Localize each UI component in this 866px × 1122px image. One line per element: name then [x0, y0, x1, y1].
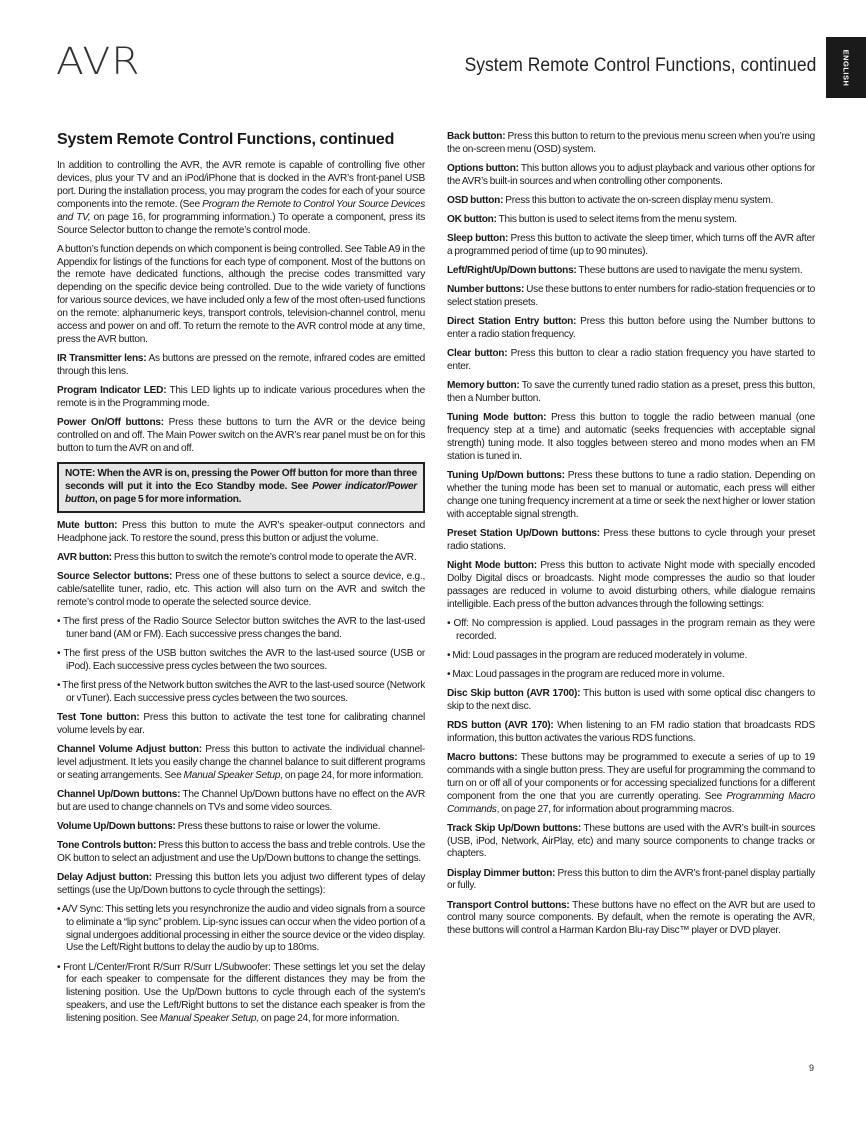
tone-controls-entry: Tone Controls button: Press this button to access the bass and treble controls. Use the OK button to select an adjustment and use the Up/Down buttons to change the settings. — [57, 839, 425, 864]
intro-paragraph: In addition to controlling the AVR, the AVR remote is capable of controlling five other devices, plus your TV and an iPod/iPhone that is docked in the AVR’s front-panel USB port. During the installation process, you may program the codes for each of your source components into the remote. (See Program the Remote to Control Your Source Devices and TV, on page 16, for programming information.) To operate a component, press its Source Selector button to change the remote’s control mode. — [57, 160, 425, 236]
left-column — [57, 131, 425, 1032]
transport-control-entry: Transport Control buttons: These buttons have no effect on the AVR but are used to control many source components. By default, when the remote is operating the AVR, these buttons will control a Harman Kardon Blu-ray Disc™ player or DVD player. — [447, 899, 815, 937]
program-led-entry: Program Indicator LED: This LED lights up to indicate various procedures when the remote is in the Programming mode. — [57, 385, 425, 409]
tuning-updown-entry: Tuning Up/Down buttons: Press these buttons to tune a radio station. Depending on whether the tuning mode has been set to manual or automatic, each press will either change one tuning frequency increment at a time or seek the next higher or lower station with acceptable signal strength. — [447, 470, 815, 520]
language-tab — [826, 37, 866, 98]
delay-adjust-entry: Delay Adjust button: Pressing this button lets you adjust two different types of delay settings (use the Up/Down buttons to cycle through the settings): — [57, 871, 425, 896]
section-title: System Remote Control Functions, continued — [57, 131, 395, 148]
list-item: • The first press of the Radio Source Selector button switches the AVR to the last-used tuner band (AM or FM). Each successive press changes the band. — [57, 615, 425, 640]
memory-button-entry: Memory button: To save the currently tuned radio station as a preset, press this button, then a Number button. — [447, 380, 815, 405]
night-mode-entry: Night Mode button: Press this button to activate Night mode with specially encoded Dolby Digital discs or broadcasts. Night mode compresses the audio so that louder passages are reduced in volume to avoid disturbing others, while dialogue remains intelligible. Each press of the button advances through the following settings: — [447, 559, 815, 610]
test-tone-entry: Test Tone button: Press this button to activate the test tone for calibrating channel volume levels by ear. — [57, 711, 425, 736]
intro-paragraph: A button’s function depends on which component is being controlled. See Table A9 in the Appendix for listings of the functions for each type of component. Most of the buttons on the remote have dedicated functions, although the precise codes transmitted vary depending on the specific device being controlled. Due to the wide variety of functions for various source devices, we have included only a few of the most often-used functions on the remote: alphanumeric keys, transport controls, television-channel control, menu access and power on and off. To return the remote to the AVR control mode at any time, press the AVR button. — [57, 243, 425, 345]
list-item: • Front L/Center/Front R/Surr R/Surr L/Subwoofer: These settings let you set the delay for each speaker to compensate for the different distances they may be from the listening position. Use the Up/Down buttons to cycle through each of the system’s speakers, and use the Left/Right buttons to set the distance each speaker is from the listening position. See Manual Speaker Setup, on page 24, for more information. — [57, 961, 425, 1025]
list-item: • The first press of the Network button switches the AVR to the last-used source (Network or vTuner). Each successive press cycles between the two sources. — [57, 679, 425, 704]
list-item: • Max: Loud passages in the program are reduced more in volume. — [447, 668, 725, 680]
list-item: • The first press of the USB button switches the AVR to the last-used source (USB or iPod). Each successive press cycles between the two sources. — [57, 647, 425, 672]
back-button-entry: Back button: Press this button to return to the previous menu screen when you’re using the on-screen menu (OSD) system. — [447, 131, 816, 155]
display-dimmer-entry: Display Dimmer button: Press this button to dim the AVR’s front-panel display partially or fully. — [447, 867, 815, 892]
power-buttons-entry: Power On/Off buttons: Press these buttons to turn the AVR or the device being controlled on and off. The Main Power switch on the AVR’s rear panel must be on for this button to turn the AVR on and off. — [57, 417, 426, 454]
channel-volume-entry: Channel Volume Adjust button: Press this button to activate the individual channel-level adjustment. It lets you easily change the channel balance to suit different programs or seating arrangements. See Manual Speaker Setup, on page 24, for more information. — [57, 743, 426, 781]
channel-updown-entry: Channel Up/Down buttons: The Channel Up/Down buttons have no effect on the AVR but are used to change channels on TVs and some video sources. — [57, 788, 425, 813]
list-item: • A/V Sync: This setting lets you resynchronize the audio and video signals from a source to eliminate a “lip sync” problem. Lip-sync issues can occur when the video portion of a signal undergoes additional processing in either the source device or the video display. Use the Left/Right buttons to delay the audio by up to 180ms. — [57, 903, 425, 954]
ok-button-entry: OK button: This button is used to select items from the menu system. — [447, 214, 737, 226]
page-number: 9 — [809, 1063, 815, 1073]
rds-button-entry: RDS button (AVR 170): When listening to an FM radio station that broadcasts RDS information, this button activates the various RDS functions. — [447, 719, 815, 744]
nav-buttons-entry: Left/Right/Up/Down buttons: These buttons are used to navigate the menu system. — [447, 265, 803, 277]
cross-reference: Program the Remote to Control Your Source Devices and TV, — [57, 198, 425, 223]
macro-buttons-entry: Macro buttons: These buttons may be programmed to execute a series of up to 19 commands with a single button press. They are useful for programming the command to turn on or off all of your components or for accessing specialized functions for a different component from the one that you are currently operating. See Programming Macro Commands, on page 27, for information about programming macros. — [447, 751, 815, 815]
clear-button-entry: Clear button: Press this button to clear a radio station frequency you have started to enter. — [447, 348, 815, 373]
volume-updown-entry: Volume Up/Down buttons: Press these buttons to raise or lower the volume. — [57, 820, 381, 832]
header-title: System Remote Control Functions, continued — [464, 55, 816, 76]
tuning-mode-entry: Tuning Mode button: Press this button to toggle the radio between manual (one frequency step at a time) and automatic (seeks frequencies with acceptable signal strength) tuning mode. It also toggles between stereo and mono modes when an FM station is tuned in. — [447, 412, 816, 462]
mute-button-entry: Mute button: Press this button to mute the AVR’s speaker-output connectors and Headphone jack. To restore the sound, press this button or adjust the volume. — [57, 519, 425, 544]
number-buttons-entry: Number buttons: Use these buttons to enter numbers for radio-station frequencies or to select station presets. — [447, 284, 816, 309]
right-column — [447, 131, 815, 944]
track-skip-entry: Track Skip Up/Down buttons: These buttons are used with the AVR’s built-in sources (USB, iPod, Network, AirPlay, etc) and many source components to change tracks or chapters. — [447, 822, 816, 860]
note-box: NOTE: When the AVR is on, pressing the Power Off button for more than three seconds will put it into the Eco Standby mode. See Power indicator/Power button, on page 5 for more information. — [57, 462, 425, 513]
list-item: • Mid: Loud passages in the program are reduced moderately in volume. — [447, 649, 748, 661]
preset-station-entry: Preset Station Up/Down buttons: Press these buttons to cycle through your preset radio stations. — [447, 527, 815, 552]
disc-skip-entry: Disc Skip button (AVR 1700): This button is used with some optical disc changers to skip to the next disc. — [447, 687, 816, 712]
list-item: • Off: No compression is applied. Loud passages in the program remain as they were recorded. — [447, 617, 815, 642]
direct-entry-entry: Direct Station Entry button: Press this button before using the Number buttons to enter a radio station frequency. — [447, 316, 815, 341]
ir-lens-entry: IR Transmitter lens: As buttons are pressed on the remote, infrared codes are emitted through this lens. — [57, 353, 425, 377]
source-selector-entry: Source Selector buttons: Press one of these buttons to select a source device, e.g., cable/satellite tuner, radio, etc. This action will also turn on the AVR and switch the remote’s control mode to operate the selected source device. — [57, 570, 425, 608]
language-tab-label: ENGLISH — [841, 49, 851, 86]
sleep-button-entry: Sleep button: Press this button to activate the sleep timer, which turns off the AVR after a programmed period of time (up to 90 minutes). — [447, 233, 815, 258]
avr-logo: AVR — [56, 40, 141, 83]
options-button-entry: Options button: This button allows you to adjust playback and various other options for the AVR’s built-in sources and when controlling other components. — [447, 163, 815, 187]
avr-button-entry: AVR button: Press this button to switch the remote’s control mode to operate the AVR. — [57, 551, 417, 563]
osd-button-entry: OSD button: Press this button to activate the on-screen display menu system. — [447, 195, 774, 206]
